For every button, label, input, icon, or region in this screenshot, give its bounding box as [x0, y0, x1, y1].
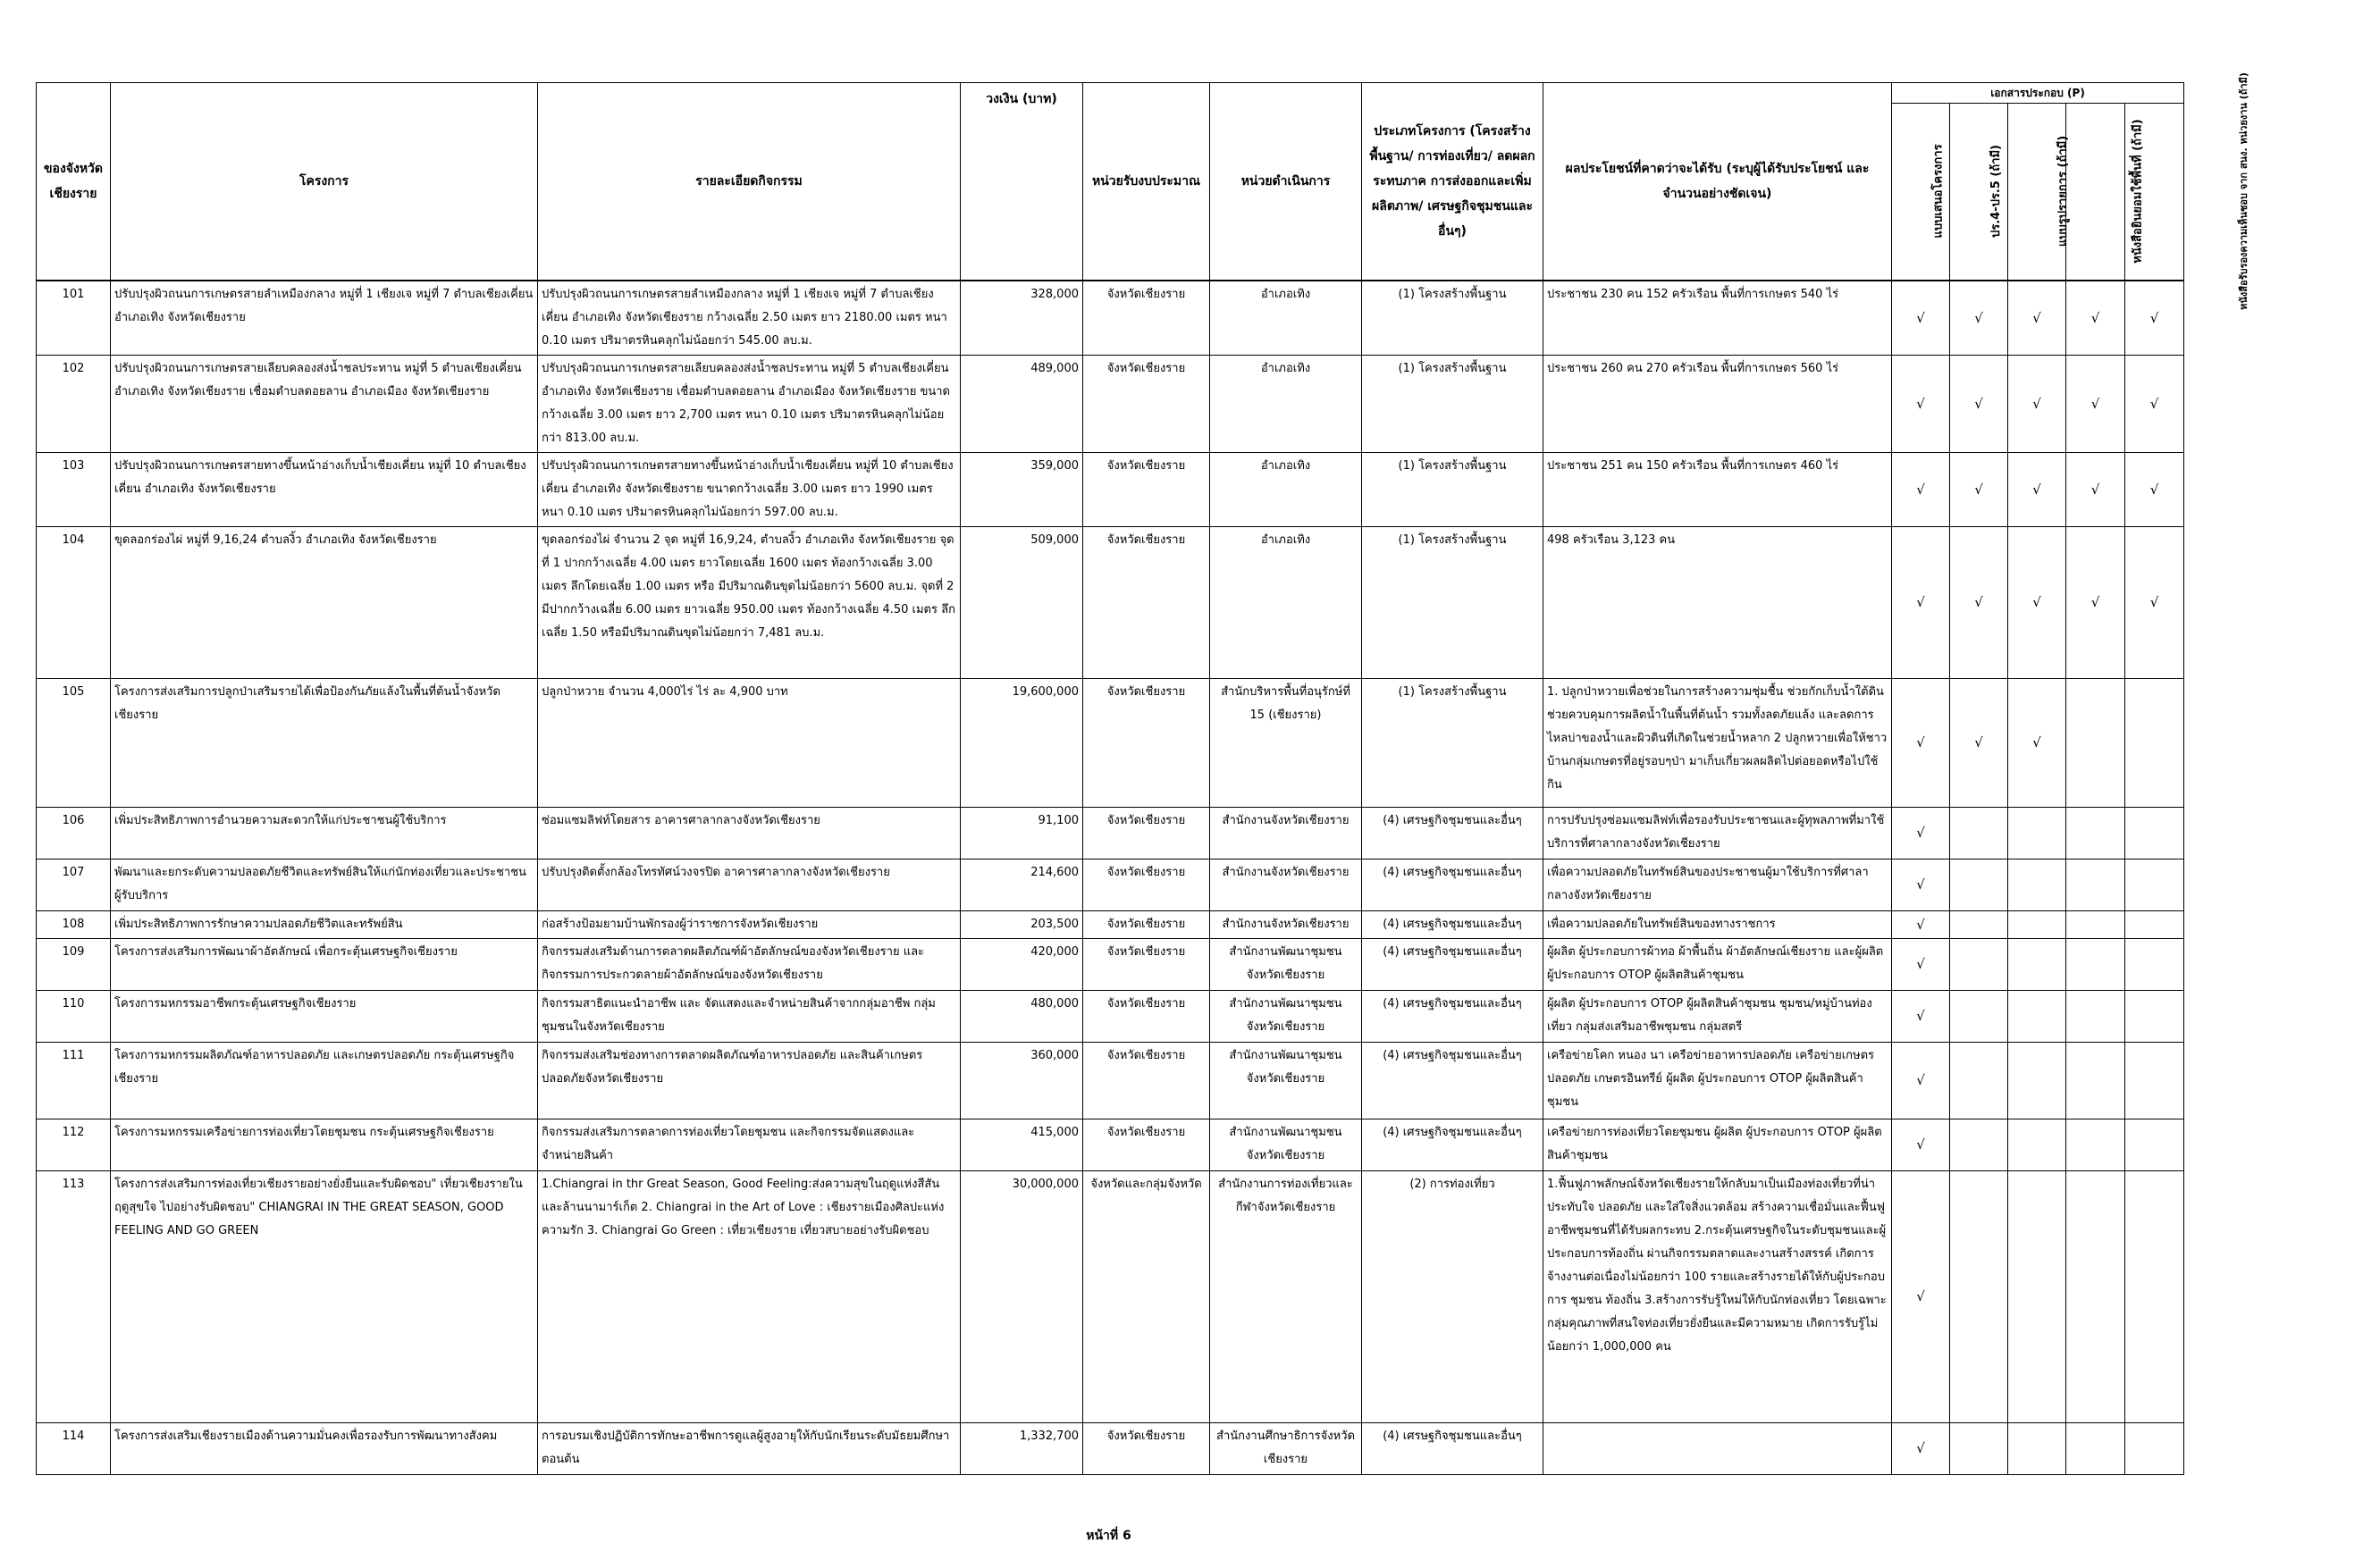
- row-project: ปรับปรุงผิวถนนการเกษตรสายลำเหมืองกลาง หมู่ที่ 1 เชียงเจ หมู่ที่ 7 ตำบลเชียงเคี่ยน อำเภอเทิง จังหวัดเชียงราย: [111, 281, 538, 356]
- row-budget: 30,000,000: [961, 1170, 1083, 1422]
- check-mark: [2008, 1042, 2066, 1119]
- row-benefit: ประชาชน 230 คน 152 ครัวเรือน พื้นที่การเกษตร 540 ไร่: [1543, 281, 1892, 356]
- check-mark: √: [2125, 452, 2184, 526]
- check-mark: √: [2125, 355, 2184, 452]
- check-mark: √: [2066, 355, 2125, 452]
- row-benefit: [1543, 1422, 1892, 1474]
- check-mark: [1950, 1119, 2008, 1170]
- row-benefit: ผู้ผลิต ผู้ประกอบการผ้าทอ ผ้าพื้นถิ่น ผ้าอัตลักษณ์เชียงราย และผู้ผลิต ผู้ประกอบการ OTOP ผู้ผลิตสินค้าชุมชน: [1543, 938, 1892, 990]
- row-operator: อำเภอเทิง: [1210, 526, 1362, 678]
- row-no: 113: [37, 1170, 111, 1422]
- row-budget-unit: จังหวัดเชียงราย: [1083, 910, 1210, 938]
- row-no: 114: [37, 1422, 111, 1474]
- check-mark: [2066, 990, 2125, 1042]
- header-project: โครงการ: [111, 83, 538, 281]
- row-details: ปรับปรุงติดตั้งกล้องโทรทัศน์วงจรปิด อาคารศาลากลางจังหวัดเชียงราย: [538, 859, 961, 910]
- table-row: [37, 1042, 2184, 1119]
- row-operator: สำนักงานจังหวัดเชียงราย: [1210, 859, 1362, 910]
- row-type: (4) เศรษฐกิจชุมชนและอื่นๆ: [1362, 859, 1543, 910]
- row-budget: 420,000: [961, 938, 1083, 990]
- check-mark: √: [2008, 452, 2066, 526]
- row-details: ปรับปรุงผิวถนนการเกษตรสายเลียบคลองส่งน้ำชลประทาน หมู่ที่ 5 ตำบลเชียงเคี่ยน อำเภอเทิง จังหวัดเชียงราย เชื่อมตำบลดอยลาน อำเภอเมือง จังหวัดเชียงราย ขนาดกว้างเฉลี่ย 3.00 เมตร ยาว 2,700 เมตร หนา 0.10 เมตร ปริมาตรหินคลุกไม่น้อยกว่า 813.00 ลบ.ม.: [538, 355, 961, 452]
- check-mark: √: [2008, 678, 2066, 807]
- check-mark: √: [1892, 678, 1950, 807]
- check-mark: √: [1892, 281, 1950, 356]
- row-details: กิจกรรมสาธิตแนะนำอาชีพ และ จัดแสดงและจำหน่ายสินค้าจากกลุ่มอาชีพ กลุ่มชุมชนในจังหวัดเชียงราย: [538, 990, 961, 1042]
- header-operating-unit: หน่วยดำเนินการ: [1210, 83, 1362, 281]
- row-budget: 359,000: [961, 452, 1083, 526]
- header-doc-proposal: แบบเสนอโครงการ: [1892, 104, 1950, 281]
- check-mark: [1950, 910, 2008, 938]
- check-mark: [2066, 938, 2125, 990]
- row-project: เพิ่มประสิทธิภาพการรักษาความปลอดภัยชีวิตและทรัพย์สิน: [111, 910, 538, 938]
- row-budget-unit: จังหวัดเชียงราย: [1083, 678, 1210, 807]
- row-details: ปรับปรุงผิวถนนการเกษตรสายลำเหมืองกลาง หมู่ที่ 1 เชียงเจ หมู่ที่ 7 ตำบลเชียงเคี่ยน อำเภอเทิง จังหวัดเชียงราย กว้างเฉลี่ย 2.50 เมตร ยาว 2180.00 เมตร หนา 0.10 เมตร ปริมาตรหินคลุกไม่น้อยกว่า 545.00 ลบ.ม.: [538, 281, 961, 356]
- row-operator: สำนักบริหารพื้นที่อนุรักษ์ที่ 15 (เชียงราย): [1210, 678, 1362, 807]
- header-benefits: ผลประโยชน์ที่คาดว่าจะได้รับ (ระบุผู้ได้รับประโยชน์ และจำนวนอย่างชัดเจน): [1543, 83, 1892, 281]
- row-project: โครงการส่งเสริมเชียงรายเมืองด้านความมั่นคงเพื่อรองรับการพัฒนาทางสังคม: [111, 1422, 538, 1474]
- table-row: [37, 1119, 2184, 1170]
- table-row: [37, 807, 2184, 859]
- check-mark: [2125, 1170, 2184, 1422]
- row-no: 103: [37, 452, 111, 526]
- row-project: โครงการส่งเสริมการพัฒนาผ้าอัตลักษณ์ เพื่อกระตุ้นเศรษฐกิจเชียงราย: [111, 938, 538, 990]
- row-benefit: เครือข่ายการท่องเที่ยวโดยชุมชน ผู้ผลิต ผู้ประกอบการ OTOP ผู้ผลิตสินค้าชุมชน: [1543, 1119, 1892, 1170]
- row-no: 106: [37, 807, 111, 859]
- check-mark: [2008, 1119, 2066, 1170]
- row-budget-unit: จังหวัดเชียงราย: [1083, 1422, 1210, 1474]
- header-details: รายละเอียดกิจกรรม: [538, 83, 961, 281]
- row-benefit: ประชาชน 260 คน 270 ครัวเรือน พื้นที่การเกษตร 560 ไร่: [1543, 355, 1892, 452]
- row-details: กิจกรรมส่งเสริมด้านการตลาดผลิตภัณฑ์ผ้าอัตลักษณ์ของจังหวัดเชียงราย และกิจกรรมการประกวดลายผ้าอัตลักษณ์ของจังหวัดเชียงราย: [538, 938, 961, 990]
- row-no: 107: [37, 859, 111, 910]
- row-no: 110: [37, 990, 111, 1042]
- check-mark: √: [1892, 526, 1950, 678]
- check-mark: [2008, 938, 2066, 990]
- table-row: [37, 1170, 2184, 1422]
- check-mark: [2125, 990, 2184, 1042]
- check-mark: [2066, 1422, 2125, 1474]
- table-row: [37, 910, 2184, 938]
- row-type: (4) เศรษฐกิจชุมชนและอื่นๆ: [1362, 1422, 1543, 1474]
- row-details: การอบรมเชิงปฏิบัติการทักษะอาชีพการดูแลผู้สูงอายุให้กับนักเรียนระดับมัธยมศึกษาตอนต้น: [538, 1422, 961, 1474]
- row-budget-unit: จังหวัดและกลุ่มจังหวัด: [1083, 1170, 1210, 1422]
- check-mark: √: [1892, 938, 1950, 990]
- check-mark: √: [2066, 452, 2125, 526]
- row-no: 108: [37, 910, 111, 938]
- check-mark: [2125, 807, 2184, 859]
- row-budget-unit: จังหวัดเชียงราย: [1083, 452, 1210, 526]
- row-budget-unit: จังหวัดเชียงราย: [1083, 807, 1210, 859]
- row-budget-unit: จังหวัดเชียงราย: [1083, 990, 1210, 1042]
- check-mark: √: [1950, 452, 2008, 526]
- row-budget-unit: จังหวัดเชียงราย: [1083, 1042, 1210, 1119]
- row-project: โครงการมหกรรมอาชีพกระตุ้นเศรษฐกิจเชียงราย: [111, 990, 538, 1042]
- table-row: [37, 281, 2184, 356]
- row-budget-unit: จังหวัดเชียงราย: [1083, 526, 1210, 678]
- check-mark: √: [1950, 526, 2008, 678]
- row-budget: 214,600: [961, 859, 1083, 910]
- row-operator: สำนักงานพัฒนาชุมชนจังหวัดเชียงราย: [1210, 938, 1362, 990]
- row-details: ปรับปรุงผิวถนนการเกษตรสายทางขึ้นหน้าอ่างเก็บน้ำเชียงเคี่ยน หมู่ที่ 10 ตำบลเชียงเคี่ยน อำเภอเทิง จังหวัดเชียงราย ขนาดกว้างเฉลี่ย 3.00 เมตร ยาว 1990 เมตร หนา 0.10 เมตร ปริมาตรหินคลุกไม่น้อยกว่า 597.00 ลบ.ม.: [538, 452, 961, 526]
- row-budget: 1,332,700: [961, 1422, 1083, 1474]
- header-project-type: ประเภทโครงการ (โครงสร้างพื้นฐาน/ การท่องเที่ยว/ ลดผลกระทบภาค การส่งออกและเพิ่มผลิตภาพ/ เศรษฐกิจชุมชนและอื่นๆ): [1362, 83, 1543, 281]
- check-mark: [2008, 910, 2066, 938]
- check-mark: [2008, 990, 2066, 1042]
- check-mark: [1950, 859, 2008, 910]
- table-row: [37, 678, 2184, 807]
- check-mark: [2066, 910, 2125, 938]
- check-mark: √: [1892, 1422, 1950, 1474]
- row-operator: อำเภอเทิง: [1210, 452, 1362, 526]
- header-doc-drawings: แบบรูปรายการ (ถ้ามี): [2008, 104, 2066, 281]
- row-details: ปลูกป่าหวาย จำนวน 4,000ไร่ ไร่ ละ 4,900 บาท: [538, 678, 961, 807]
- check-mark: [2125, 938, 2184, 990]
- check-mark: [1950, 990, 2008, 1042]
- check-mark: [2066, 1119, 2125, 1170]
- header-province-no: ของจังหวัดเชียงราย: [37, 83, 111, 281]
- check-mark: [2066, 807, 2125, 859]
- check-mark: √: [1892, 1119, 1950, 1170]
- check-mark: [2125, 1422, 2184, 1474]
- row-budget-unit: จังหวัดเชียงราย: [1083, 938, 1210, 990]
- row-type: (1) โครงสร้างพื้นฐาน: [1362, 281, 1543, 356]
- check-mark: √: [2008, 281, 2066, 356]
- check-mark: √: [1892, 910, 1950, 938]
- row-details: กิจกรรมส่งเสริมการตลาดการท่องเที่ยวโดยชุมชน และกิจกรรมจัดแสดงและจำหน่ายสินค้า: [538, 1119, 961, 1170]
- check-mark: [2066, 678, 2125, 807]
- check-mark: √: [1950, 355, 2008, 452]
- row-type: (2) การท่องเที่ยว: [1362, 1170, 1543, 1422]
- row-details: 1.Chiangrai in thr Great Season, Good Feeling:ส่งความสุขในฤดูแห่งสีสันและล้านนามาร์เก็ต 2. Chiangrai in the Art of Love : เชียงรายเมืองศิลปะแห่งความรัก 3. Chiangrai Go Green : เที่ยวเชียงราย เที่ยวสบายอย่างรับผิดชอบ: [538, 1170, 961, 1422]
- check-mark: [1950, 807, 2008, 859]
- check-mark: [1950, 1042, 2008, 1119]
- row-project: พัฒนาและยกระดับความปลอดภัยชีวิตและทรัพย์สินให้แก่นักท่องเที่ยวและประชาชนผู้รับบริการ: [111, 859, 538, 910]
- check-mark: √: [1892, 355, 1950, 452]
- check-mark: [2066, 1170, 2125, 1422]
- row-budget-unit: จังหวัดเชียงราย: [1083, 859, 1210, 910]
- row-no: 105: [37, 678, 111, 807]
- row-operator: สำนักงานจังหวัดเชียงราย: [1210, 910, 1362, 938]
- row-project: โครงการส่งเสริมการท่องเที่ยวเชียงรายอย่างยั่งยืนและรับผิดชอบ" เที่ยวเชียงรายในฤดูสุขใจ ไปอย่างรับผิดชอบ" CHIANGRAI IN THE GREAT SEASON, GOOD FEELING AND GO GREEN: [111, 1170, 538, 1422]
- row-benefit: ผู้ผลิต ผู้ประกอบการ OTOP ผู้ผลิตสินค้าชุมชน ชุมชน/หมู่บ้านท่องเที่ยว กลุ่มส่งเสริมอาชีพชุมชน กลุ่มสตรี: [1543, 990, 1892, 1042]
- row-operator: สำนักงานศึกษาธิการจังหวัดเชียงราย: [1210, 1422, 1362, 1474]
- row-operator: อำเภอเทิง: [1210, 281, 1362, 356]
- check-mark: √: [2125, 526, 2184, 678]
- check-mark: √: [2066, 526, 2125, 678]
- row-budget: 360,000: [961, 1042, 1083, 1119]
- row-details: ขุดลอกร่องไผ่ จำนวน 2 จุด หมู่ที่ 16,9,24, ตำบลงิ้ว อำเภอเทิง จังหวัดเชียงราย จุดที่ 1 ปากกว้างเฉลี่ย 4.00 เมตร ยาวโดยเฉลี่ย 1600 เมตร ท้องกว้างเฉลี่ย 3.00 เมตร ลึกโดยเฉลี่ย 1.00 เมตร หรือ มีปริมาณดินขุดไม่น้อยกว่า 5600 ลบ.ม. จุดที่ 2 มีปากกว้างเฉลี่ย 6.00 เมตร ยาวเฉลี่ย 950.00 เมตร ท้องกว้างเฉลี่ย 4.50 เมตร ลึกเฉลี่ย 1.50 หรือมีปริมาณดินขุดไม่น้อยกว่า 7,481 ลบ.ม.: [538, 526, 961, 678]
- row-type: (1) โครงสร้างพื้นฐาน: [1362, 355, 1543, 452]
- row-project: ปรับปรุงผิวถนนการเกษตรสายเลียบคลองส่งน้ำชลประทาน หมู่ที่ 5 ตำบลเชียงเคี่ยน อำเภอเทิง จังหวัดเชียงราย เชื่อมตำบลดอยลาน อำเภอเมือง จังหวัดเชียงราย: [111, 355, 538, 452]
- check-mark: √: [2066, 281, 2125, 356]
- row-details: ซ่อมแซมลิฟท์โดยสาร อาคารศาลากลางจังหวัดเชียงราย: [538, 807, 961, 859]
- row-no: 111: [37, 1042, 111, 1119]
- row-project: โครงการส่งเสริมการปลูกป่าเสริมรายได้เพื่อป้องกันภัยแล้งในพื้นที่ต้นน้ำจังหวัดเชียงราย: [111, 678, 538, 807]
- check-mark: √: [1892, 452, 1950, 526]
- header-doc-approval-letter: หนังสือรับรองความเห็นชอบ จาก สนง. หน่วยงาน (ถ้ามี): [2125, 104, 2184, 281]
- check-mark: [2125, 859, 2184, 910]
- check-mark: [2125, 910, 2184, 938]
- row-no: 109: [37, 938, 111, 990]
- check-mark: √: [1892, 990, 1950, 1042]
- row-operator: สำนักงานการท่องเที่ยวและกีฬาจังหวัดเชียงราย: [1210, 1170, 1362, 1422]
- row-benefit: เพื่อความปลอดภัยในทรัพย์สินของประชาชนผู้มาใช้บริการที่ศาลากลางจังหวัดเชียงราย: [1543, 859, 1892, 910]
- check-mark: [2125, 1119, 2184, 1170]
- row-project: โครงการมหกรรมผลิตภัณฑ์อาหารปลอดภัย และเกษตรปลอดภัย กระตุ้นเศรษฐกิจเชียงราย: [111, 1042, 538, 1119]
- check-mark: [2066, 1042, 2125, 1119]
- row-project: เพิ่มประสิทธิภาพการอำนวยความสะดวกให้แก่ประชาชนผู้ใช้บริการ: [111, 807, 538, 859]
- row-project: โครงการมหกรรมเครือข่ายการท่องเที่ยวโดยชุมชน กระตุ้นเศรษฐกิจเชียงราย: [111, 1119, 538, 1170]
- table-row: [37, 355, 2184, 452]
- row-operator: สำนักงานพัฒนาชุมชนจังหวัดเชียงราย: [1210, 1042, 1362, 1119]
- row-budget-unit: จังหวัดเชียงราย: [1083, 281, 1210, 356]
- check-mark: √: [1892, 807, 1950, 859]
- row-details: ก่อสร้างป้อมยามบ้านพักรองผู้ว่าราชการจังหวัดเชียงราย: [538, 910, 961, 938]
- row-budget: 415,000: [961, 1119, 1083, 1170]
- check-mark: √: [1950, 678, 2008, 807]
- check-mark: [2008, 807, 2066, 859]
- row-no: 104: [37, 526, 111, 678]
- row-type: (4) เศรษฐกิจชุมชนและอื่นๆ: [1362, 938, 1543, 990]
- page-number: หน้าที่ 6: [1086, 1529, 1131, 1543]
- row-budget: 328,000: [961, 281, 1083, 356]
- check-mark: [2008, 1170, 2066, 1422]
- check-mark: [2125, 678, 2184, 807]
- row-operator: อำเภอเทิง: [1210, 355, 1362, 452]
- row-type: (4) เศรษฐกิจชุมชนและอื่นๆ: [1362, 1042, 1543, 1119]
- table-row: [37, 938, 2184, 990]
- project-table-sheet: [36, 72, 2249, 1475]
- row-type: (1) โครงสร้างพื้นฐาน: [1362, 526, 1543, 678]
- check-mark: [1950, 1170, 2008, 1422]
- row-benefit: การปรับปรุงซ่อมแซมลิฟท์เพื่อรองรับประชาชนและผู้ทุพลภาพที่มาใช้บริการที่ศาลากลางจังหวัดเชียงราย: [1543, 807, 1892, 859]
- row-type: (4) เศรษฐกิจชุมชนและอื่นๆ: [1362, 807, 1543, 859]
- row-budget: 203,500: [961, 910, 1083, 938]
- table-body: [37, 281, 2184, 1475]
- check-mark: √: [2125, 281, 2184, 356]
- check-mark: √: [1892, 859, 1950, 910]
- project-table: [36, 72, 2249, 1475]
- row-budget: 19,600,000: [961, 678, 1083, 807]
- row-project: ปรับปรุงผิวถนนการเกษตรสายทางขึ้นหน้าอ่างเก็บน้ำเชียงเคี่ยน หมู่ที่ 10 ตำบลเชียงเคี่ยน อำเภอเทิง จังหวัดเชียงราย: [111, 452, 538, 526]
- row-project: ขุดลอกร่องไผ่ หมู่ที่ 9,16,24 ตำบลงิ้ว อำเภอเทิง จังหวัดเชียงราย: [111, 526, 538, 678]
- check-mark: [1950, 938, 2008, 990]
- row-benefit: เพื่อความปลอดภัยในทรัพย์สินของทางราชการ: [1543, 910, 1892, 938]
- row-no: 112: [37, 1119, 111, 1170]
- header-budget-unit: หน่วยรับงบประมาณ: [1083, 83, 1210, 281]
- header-docs-group: เอกสารประกอบ (P): [1892, 83, 2184, 104]
- row-no: 101: [37, 281, 111, 356]
- table-row: [37, 526, 2184, 678]
- row-budget: 480,000: [961, 990, 1083, 1042]
- row-type: (1) โครงสร้างพื้นฐาน: [1362, 452, 1543, 526]
- row-details: กิจกรรมส่งเสริมช่องทางการตลาดผลิตภัณฑ์อาหารปลอดภัย และสินค้าเกษตรปลอดภัยจังหวัดเชียงราย: [538, 1042, 961, 1119]
- check-mark: [2066, 859, 2125, 910]
- row-budget-unit: จังหวัดเชียงราย: [1083, 1119, 1210, 1170]
- table-row: [37, 990, 2184, 1042]
- row-type: (1) โครงสร้างพื้นฐาน: [1362, 678, 1543, 807]
- header-doc-por4-por5: ปร.4-ปร.5 (ถ้ามี): [1950, 104, 2008, 281]
- row-benefit: ประชาชน 251 คน 150 ครัวเรือน พื้นที่การเกษตร 460 ไร่: [1543, 452, 1892, 526]
- check-mark: √: [1892, 1042, 1950, 1119]
- table-row: [37, 859, 2184, 910]
- row-benefit: 1. ปลูกป่าหวายเพื่อช่วยในการสร้างความชุ่มชื้น ช่วยกักเก็บน้ำใต้ดิน ช่วยควบคุมการผลิตน้ำในพื้นที่ต้นน้ำ รวมทั้งลดภัยแล้ง และลดการไหลบ่าของน้ำและผิวดินที่เกิดในช่วยน้ำหลาก 2 ปลูกหวายเพื่อให้ชาวบ้านกลุ่มเกษตรที่อยู่รอบๆป่า มาเก็บเกี่ยวผลผลิตไปต่อยอดหรือไปใช้กิน: [1543, 678, 1892, 807]
- row-no: 102: [37, 355, 111, 452]
- check-mark: √: [1950, 281, 2008, 356]
- header-budget: วงเงิน (บาท): [961, 83, 1083, 281]
- row-operator: สำนักงานพัฒนาชุมชนจังหวัดเชียงราย: [1210, 1119, 1362, 1170]
- row-budget: 509,000: [961, 526, 1083, 678]
- row-type: (4) เศรษฐกิจชุมชนและอื่นๆ: [1362, 990, 1543, 1042]
- row-type: (4) เศรษฐกิจชุมชนและอื่นๆ: [1362, 910, 1543, 938]
- row-benefit: 1.ฟื้นฟูภาพลักษณ์จังหวัดเชียงรายให้กลับมาเป็นเมืองท่องเที่ยวที่น่าประทับใจ ปลอดภัย และใส่ใจสิ่งแวดล้อม สร้างความเชื่อมั่นและฟื้นฟูอาชีพชุมชนที่ได้รับผลกระทบ 2.กระตุ้นเศรษฐกิจในระดับชุมชนและผู้ประกอบการท้องถิ่น ผ่านกิจกรรมตลาดและงานสร้างสรรค์ เกิดการจ้างงานต่อเนื่องไม่น้อยกว่า 100 รายและสร้างรายได้ให้กับผู้ประกอบการ ชุมชน ท้องถิ่น 3.สร้างการรับรู้ใหม่ให้กับนักท่องเที่ยว โดยเฉพาะกลุ่มคุณภาพที่สนใจท่องเที่ยวยั่งยืนและมีความหมาย เกิดการรับรู้ไม่น้อยกว่า 1,000,000 คน: [1543, 1170, 1892, 1422]
- row-operator: สำนักงานจังหวัดเชียงราย: [1210, 807, 1362, 859]
- header-doc-land-consent: หนังสือยินยอมใช้พื้นที่ (ถ้ามี): [2066, 104, 2125, 281]
- check-mark: [2008, 859, 2066, 910]
- row-budget-unit: จังหวัดเชียงราย: [1083, 355, 1210, 452]
- table-row: [37, 1422, 2184, 1474]
- check-mark: √: [2008, 526, 2066, 678]
- row-benefit: 498 ครัวเรือน 3,123 คน: [1543, 526, 1892, 678]
- row-budget: 489,000: [961, 355, 1083, 452]
- row-benefit: เครือข่ายโคก หนอง นา เครือข่ายอาหารปลอดภัย เครือข่ายเกษตรปลอดภัย เกษตรอินทรีย์ ผู้ผลิต ผู้ประกอบการ OTOP ผู้ผลิตสินค้าชุมชน: [1543, 1042, 1892, 1119]
- check-mark: √: [2008, 355, 2066, 452]
- row-operator: สำนักงานพัฒนาชุมชนจังหวัดเชียงราย: [1210, 990, 1362, 1042]
- check-mark: [1950, 1422, 2008, 1474]
- check-mark: √: [1892, 1170, 1950, 1422]
- row-type: (4) เศรษฐกิจชุมชนและอื่นๆ: [1362, 1119, 1543, 1170]
- table-row: [37, 452, 2184, 526]
- check-mark: [2008, 1422, 2066, 1474]
- row-budget: 91,100: [961, 807, 1083, 859]
- check-mark: [2125, 1042, 2184, 1119]
